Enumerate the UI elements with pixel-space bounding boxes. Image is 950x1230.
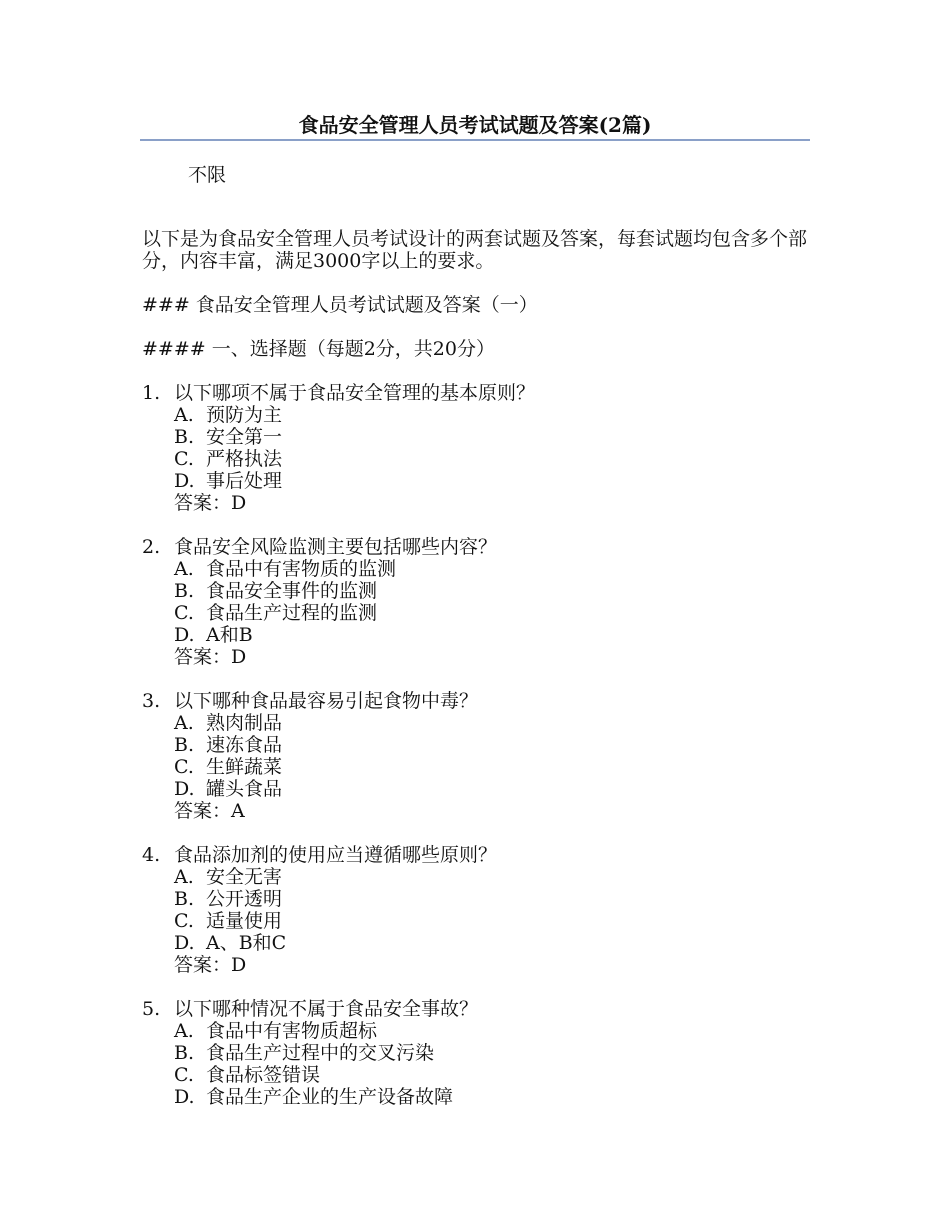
option-item xyxy=(174,580,810,602)
option-text: 严格执法 xyxy=(206,448,283,470)
answer-line: 答案：A xyxy=(174,800,245,822)
option-letter: C. xyxy=(174,1064,194,1086)
question-stem xyxy=(142,844,810,866)
question-stem xyxy=(142,690,810,712)
question-stem xyxy=(142,536,810,558)
option-list xyxy=(142,558,810,668)
option-text: 食品生产企业的生产设备故障 xyxy=(206,1086,454,1108)
option-letter: D. xyxy=(174,778,195,800)
question-item xyxy=(142,536,810,668)
document-body xyxy=(142,228,810,1130)
answer-line: 答案：D xyxy=(174,954,247,976)
option-list xyxy=(142,404,810,514)
option-item xyxy=(174,470,810,492)
option-text: 安全无害 xyxy=(206,866,283,888)
option-letter: B. xyxy=(174,426,195,448)
option-letter: C. xyxy=(174,602,194,624)
option-text: 食品生产过程的监测 xyxy=(206,602,378,624)
option-item xyxy=(174,888,810,910)
document-subtitle: 不限 xyxy=(188,164,227,186)
option-item xyxy=(174,1064,810,1086)
option-letter: D. xyxy=(174,470,195,492)
option-letter: B. xyxy=(174,734,195,756)
question-item xyxy=(142,998,810,1108)
option-text: 预防为主 xyxy=(206,404,283,426)
option-text: 罐头食品 xyxy=(206,778,283,800)
question-number: 4. xyxy=(142,844,161,866)
question-number: 1. xyxy=(142,382,161,404)
option-text: 适量使用 xyxy=(206,910,283,932)
option-letter: D. xyxy=(174,1086,195,1108)
option-item xyxy=(174,602,810,624)
option-text: 安全第一 xyxy=(206,426,283,448)
option-item xyxy=(174,866,810,888)
option-item xyxy=(174,712,810,734)
question-list xyxy=(142,382,810,1108)
option-text: A和B xyxy=(206,624,253,646)
option-text: 食品中有害物质的监测 xyxy=(206,558,397,580)
option-item xyxy=(174,426,810,448)
option-letter: A. xyxy=(174,866,194,888)
option-letter: B. xyxy=(174,1042,195,1064)
question-text: 以下哪种食品最容易引起食物中毒？ xyxy=(174,690,479,712)
option-text: 食品中有害物质超标 xyxy=(206,1020,378,1042)
question-number: 5. xyxy=(142,998,161,1020)
option-item xyxy=(174,1086,810,1108)
question-text: 以下哪项不属于食品安全管理的基本原则？ xyxy=(174,382,536,404)
option-letter: B. xyxy=(174,888,195,910)
option-item xyxy=(174,448,810,470)
option-letter: A. xyxy=(174,712,194,734)
question-text: 食品安全风险监测主要包括哪些内容？ xyxy=(174,536,498,558)
question-text: 以下哪种情况不属于食品安全事故？ xyxy=(174,998,479,1020)
option-item xyxy=(174,1042,810,1064)
option-letter: B. xyxy=(174,580,195,602)
option-text: 食品生产过程中的交叉污染 xyxy=(206,1042,435,1064)
option-list xyxy=(142,712,810,822)
option-text: 事后处理 xyxy=(206,470,283,492)
intro-paragraph: 以下是为食品安全管理人员考试设计的两套试题及答案，每套试题均包含多个部分，内容丰富，满足3000字以上的要求。 xyxy=(142,228,808,272)
option-letter: C. xyxy=(174,756,194,778)
answer-line: 答案：D xyxy=(174,646,247,668)
option-item xyxy=(174,778,810,800)
option-letter: C. xyxy=(174,910,194,932)
option-letter: A. xyxy=(174,1020,194,1042)
section-heading: ### 食品安全管理人员考试试题及答案（一） xyxy=(142,294,538,316)
subsection-heading: #### 一、选择题（每题2分，共20分） xyxy=(142,338,495,360)
question-number: 2. xyxy=(142,536,161,558)
option-letter: C. xyxy=(174,448,194,470)
option-item xyxy=(174,404,810,426)
option-text: 公开透明 xyxy=(206,888,283,910)
option-item xyxy=(174,624,810,646)
question-stem xyxy=(142,998,810,1020)
question-stem xyxy=(142,382,810,404)
option-text: A、B和C xyxy=(206,932,287,954)
option-item xyxy=(174,1020,810,1042)
question-item xyxy=(142,690,810,822)
option-list xyxy=(142,866,810,976)
option-item xyxy=(174,558,810,580)
document-title: 食品安全管理人员考试试题及答案(2篇) xyxy=(298,113,652,137)
question-text: 食品添加剂的使用应当遵循哪些原则？ xyxy=(174,844,498,866)
title-underline xyxy=(140,139,810,141)
option-item xyxy=(174,910,810,932)
option-text: 食品标签错误 xyxy=(206,1064,321,1086)
option-letter: A. xyxy=(174,404,194,426)
option-letter: A. xyxy=(174,558,194,580)
answer-line: 答案：D xyxy=(174,492,247,514)
option-text: 速冻食品 xyxy=(206,734,283,756)
question-item xyxy=(142,382,810,514)
option-item xyxy=(174,734,810,756)
option-text: 生鲜蔬菜 xyxy=(206,756,283,778)
option-letter: D. xyxy=(174,932,195,954)
option-list xyxy=(142,1020,810,1108)
option-item xyxy=(174,932,810,954)
option-text: 熟肉制品 xyxy=(206,712,283,734)
option-letter: D. xyxy=(174,624,195,646)
option-item xyxy=(174,756,810,778)
question-item xyxy=(142,844,810,976)
question-number: 3. xyxy=(142,690,161,712)
option-text: 食品安全事件的监测 xyxy=(206,580,378,602)
